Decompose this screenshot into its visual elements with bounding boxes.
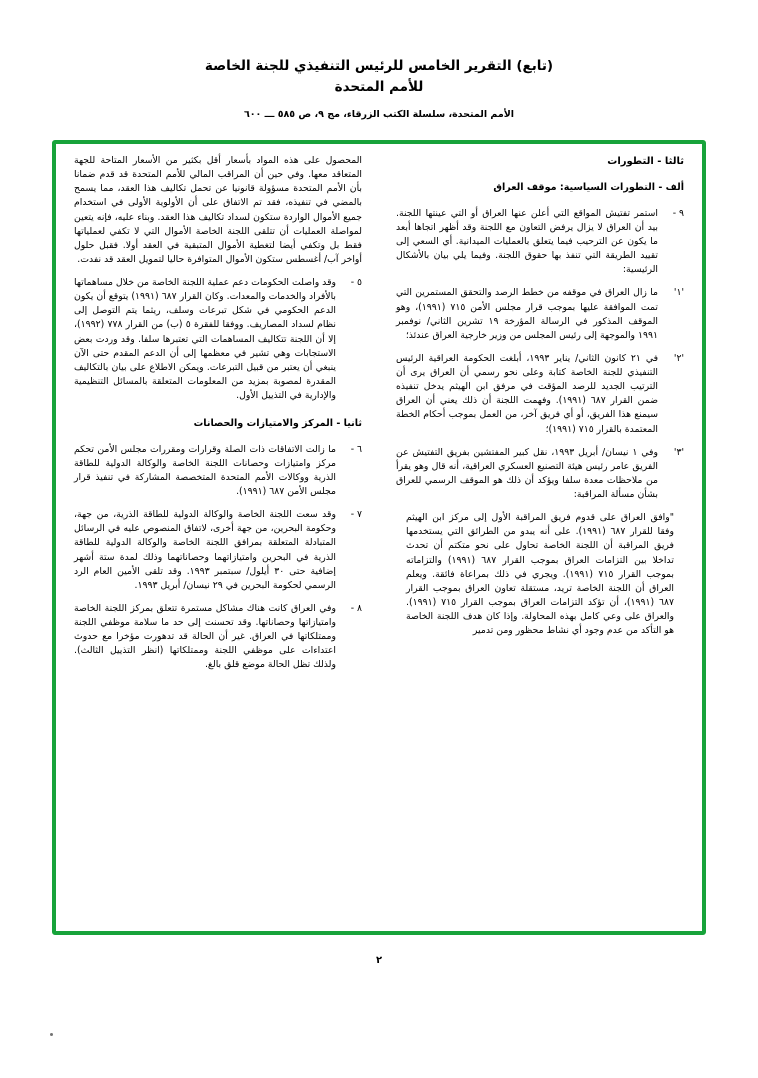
sub-item-3 <box>396 446 684 503</box>
paragraph-marker: ٧ - <box>350 509 362 521</box>
paragraph-5 <box>74 276 362 403</box>
paragraph-8 <box>74 602 362 673</box>
paragraph-7 <box>74 508 362 593</box>
page-title-line1: (تابع) التقرير الخامس للرئيس التنفيذي للجنة الخاصة <box>204 58 554 74</box>
left-column <box>70 154 366 921</box>
sub-item-text: وفي ١ نيسان/ أبريل ١٩٩٣، نقل كبير المفتشين بفريق التفتيش عن الفريق عامر رئيس هيئة التصنيع العسكري العراقية، أنه قال وهو يقرأ من ملاحظات معدة سلفا ويؤكد أن ذلك هو الموقف الرسمي للعراق بشأن مسألة المراقبة: <box>396 446 658 501</box>
section-heading-two: ثانيا - المركز والامتيازات والحصانات <box>193 418 362 430</box>
subsection-heading-alef: ألف - التطورات السياسية: موقف العراق <box>493 182 684 194</box>
paragraph-text: ما زالت الاتفاقات ذات الصلة وقرارات ومقررات مجلس الأمن تحكم مركز وامتيازات وحصانات اللجنة الخاصة والوكالة الدولية للطاقة الذرية ووكالات الأمم المتحدة المتخصصة المشاركة في تنفيذ قرار مجلس الأمن ٦٨٧ (١٩٩١). <box>74 443 336 498</box>
paragraph-marker: ٦ - <box>350 443 362 455</box>
document-subtitle: الأمم المتحدة، سلسلة الكتب الزرقاء، مج ٩، ص ٥٨٥ ـــ ٦٠٠ <box>243 108 515 120</box>
paragraph-text: استمر تفتيش المواقع التي أعلن عنها العراق أو التي عينتها اللجنة. بيد أن العراق لا يزال يرفض التعاون مع اللجنة وقد أظهر اتجاها أبعد ما يكون عن الترحيب فيما يتعلق بالعمليات الميدانية. أي السعي إلى تقييد الطريقة التي تنفذ بها حقوق اللجنة. وفيما يلي بيان بالأشكال الرئيسية: <box>396 207 658 276</box>
section-heading-three: ثالثا - التطورات <box>607 156 684 167</box>
paragraph-9 <box>396 207 684 278</box>
paragraph-text: وقد واصلت الحكومات دعم عملية اللجنة الخاصة من خلال مساهماتها بالأفراد والخدمات والمعدات. وكان القرار ٦٨٧ (١٩٩١) يتوقع أن يكون الدعم الحكومي في شكل تبرعات وسلف، ريثما يتم التوصل إلى نظام لسداد المصاريف. ووفقا للفقرة ٥ (ب) من القرار ٧٧٨ (١٩٩٢)، إلا أن اللجنة تتكاليف المساهمات التي تعتبرها سلفا. وقد وردت بعض الاستجابات وهي تشير في معظمها إلى أن الدعم المقدم حتى الآن ينبغي أن يعتبر من قبيل التبرعات. ويمكن الاطلاع على بيان بالتكاليف المقدرة لمصوبة بمزيد من المعلومات المتعلقة بالمسائل التنظيمية والإدارية في التذييل الأول. <box>74 277 336 401</box>
sub-item-2 <box>396 352 684 437</box>
scan-artifact-dot <box>50 1033 53 1036</box>
sub-item-marker: '٢' <box>673 352 684 364</box>
paragraph-text: وفي العراق كانت هناك مشاكل مستمرة تتعلق بمركز اللجنة الخاصة وامتيازاتها وحصاناتها. وقد تحسنت إلى حد ما سلامة موظفي اللجنة وممتلكاتها في العراق. غير أن الحالة قد تدهورت مؤخرا مع حدوث اعتداءات على موظفي اللجنة وممتلكاتها (انظر التذييل الثالث). ولذلك تظل الحالة موضع قلق بالغ. <box>74 602 336 671</box>
right-column <box>392 154 688 921</box>
sub-item-marker: '١' <box>673 287 684 299</box>
page-title <box>60 56 698 98</box>
paragraph-continuation: المحصول على هذه المواد بأسعار أقل بكثير من الأسعار المتاحة للجهة المتعاقد معها. وفي حين أن المراقب المالي للأمم المتحدة قد قدم ضمانا بأن الأمم المتحدة مسؤولة قانونيا عن تحمل تكاليف هذا العقد، مما يسمح بالمضي في تنفيذه، فقد تم الاتفاق على أن الأولوية الأولى في استخدام جميع الأموال الواردة ستكون لسداد تكاليف هذا العقد. وبناء عليه، فإنه يتعين لمواصلة العمليات أن تتلقى اللجنة الخاصة الأموال التي لا تكفي لعملياتها فقط بل وتكفي أيضا لتغطية الأموال المتبقية في العقد أولا. فقبل حلول أواخر آب/ أغسطس ستكون الأموال المتوافرة حاليا لتمويل العقد قد نفدت. <box>74 155 362 265</box>
blockquote-iraq-statement: "وافق العراق على قدوم فريق المراقبة الأول إلى مركز ابن الهيثم وفقا للقرار ٦٨٧ (١٩٩١). على أنه يبدو من الطرائق التي يستخدمها فريق المراقبة أن اللجنة الخاصة تحاول على نحو متكتم أن تحدث تداخلا بين التزامات العراق بموجب القرار ٦٨٧ (١٩٩١) والتزاماته بموجب القرار ٧١٥ (١٩٩١). ويجري في ذلك بمراعاة فائقة. ويعلم العراق أن اللجنة الخاصة تريد، مستقلة تعاون العراق بموجب القرار ٦٨٧ (١٩٩١)، أن تؤكد التزامات العراق بموجب القرار ٧١٥ (١٩٩١). والعراق على وعي كامل بهذه المحاولة. وإذا كان هدف اللجنة الخاصة هو التأكد من عدم وجود أي نشاط محظور ومن تدمير <box>406 512 675 637</box>
content-frame <box>52 140 706 935</box>
document-header <box>60 56 698 122</box>
paragraph-marker: ٨ - <box>350 602 362 614</box>
paragraph-marker: ٥ - <box>350 277 362 288</box>
sub-item-1 <box>396 286 684 343</box>
sub-item-text: ما زال العراق في موقفه من خطط الرصد والتحقق المستمرين التي تمت الموافقة عليها بموجب قرار مجلس الأمن ٧١٥ (١٩٩١)، وهو الموقف المذكور في الرسالة المؤرخة ١٩ تشرين الثاني/ نوفمبر ١٩٩١ والموجهة إلى رئيس المجلس من وزير خارجية العراق عندئذ؛ <box>396 287 658 341</box>
paragraph-6 <box>74 443 362 500</box>
paragraph-text: وقد سعت اللجنة الخاصة والوكالة الدولية للطاقة الذرية، من جهة، وحكومة البحرين، من جهة أخرى، لاتفاق المنصوص عليه في الرسائل المتبادلة المتعلقة بمرافق اللجنة الخاصة والوكالة الدولية للطاقة الذرية في البحرين وامتيازاتهما وحصاناتهما وذلك لمدة ستة أشهر إضافية حتى ٣٠ أيلول/ سبتمبر ١٩٩٣. وقد تلقى الأمين العام الرد الرسمي لحكومة البحرين في ٢٩ نيسان/ أبريل ١٩٩٣. <box>74 509 336 591</box>
sub-item-text: في ٢١ كانون الثاني/ يناير ١٩٩٣، أبلغت الحكومة العراقية الرئيس التنفيذي للجنة الخاصة كتابة وعلى نحو رسمي أن العراق يرى أن الترتيب الجديد للرصد المؤقت في مرفق ابن الهيثم يدخل تنفيذه ضمن القرار ٦٨٧ (١٩٩١). وفهمت اللجنة أن ذلك يعني أن العراق سيمنع هذا الفريق، أو أي فريق آخر، من العمل بموجب أحكام الخطة المعتمدة بالقرار ٧١٥ (١٩٩١)؛ <box>396 352 659 435</box>
two-column-layout <box>70 154 688 921</box>
sub-item-marker: '٣' <box>673 446 684 458</box>
paragraph-marker: ٩ - <box>672 207 684 219</box>
page-title-line2: للأمم المتحدة <box>334 78 424 95</box>
page-number: ٢ <box>375 955 383 966</box>
